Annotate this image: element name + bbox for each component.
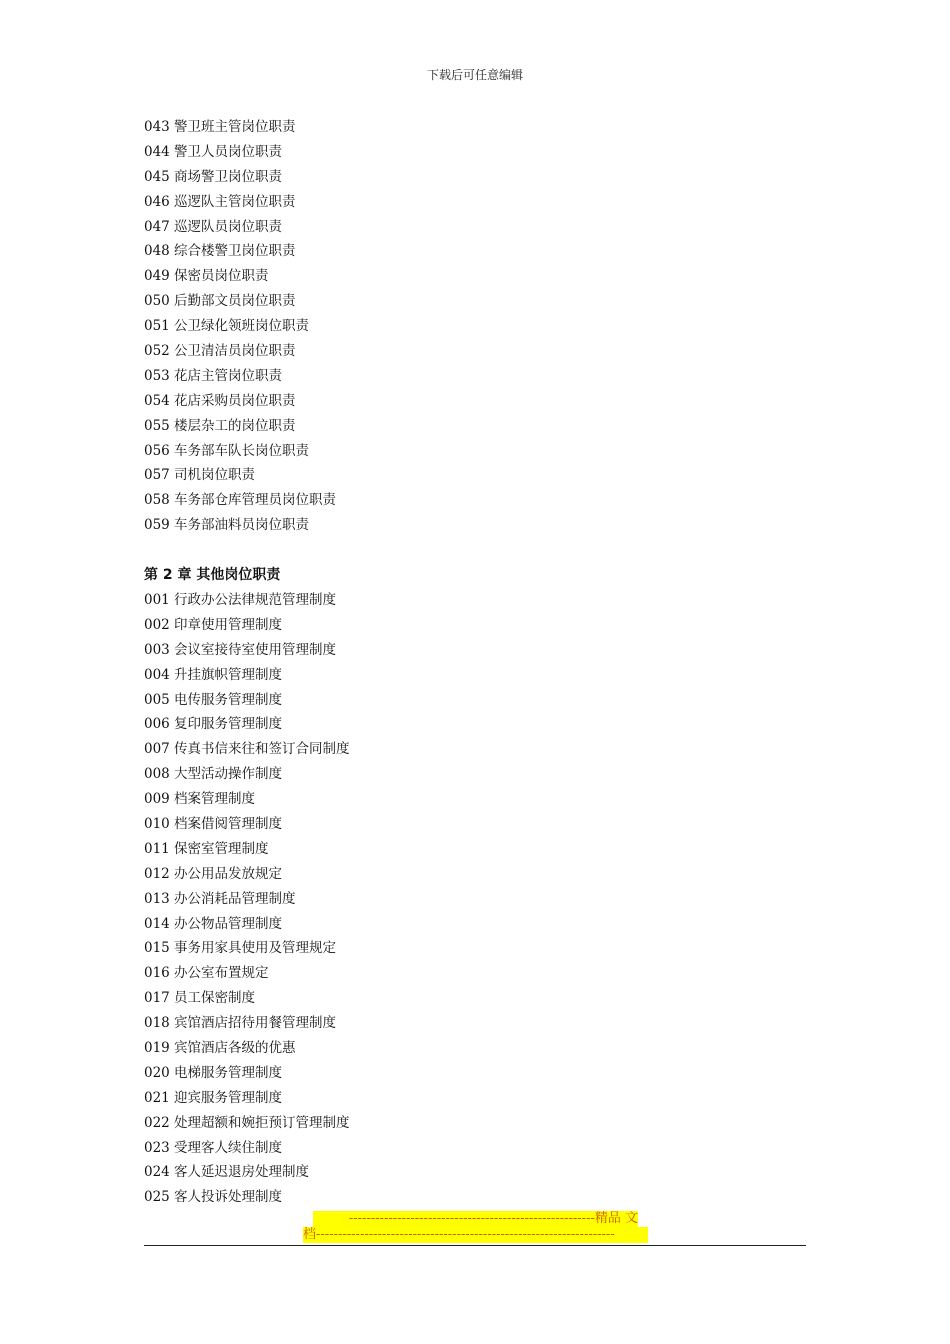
list-item: 024 客人延迟退房处理制度 — [144, 1164, 310, 1181]
duty-list-section-2 — [144, 588, 350, 1210]
footer-rule — [144, 1245, 806, 1246]
list-item: 055 楼层杂工的岗位职责 — [144, 417, 296, 434]
list-item: 019 宾馆酒店各级的优惠 — [144, 1040, 296, 1057]
list-item: 016 办公室布置规定 — [144, 965, 269, 982]
list-item: 023 受理客人续住制度 — [144, 1139, 283, 1156]
duty-list-section-1 — [144, 115, 336, 538]
list-item: 048 综合楼警卫岗位职责 — [144, 243, 296, 260]
list-item: 018 宾馆酒店招待用餐管理制度 — [144, 1015, 337, 1032]
list-item: 022 处理超额和婉拒预订管理制度 — [144, 1114, 350, 1131]
footer-watermark-text: 档 — [303, 1227, 317, 1242]
footer-dashes: -------------------------------------------------------------------- — [316, 1227, 615, 1242]
footer-highlight-line-2 — [303, 1227, 648, 1243]
list-item: 053 花店主管岗位职责 — [144, 367, 283, 384]
footer-watermark-text: 精品 文 — [594, 1211, 638, 1226]
list-item: 054 花店采购员岗位职责 — [144, 392, 296, 409]
list-item: 059 车务部油料员岗位职责 — [144, 517, 310, 534]
list-item: 005 电传服务管理制度 — [144, 691, 283, 708]
footer-highlight-line-1 — [313, 1211, 638, 1227]
list-item: 025 客人投诉处理制度 — [144, 1189, 283, 1206]
list-item: 009 档案管理制度 — [144, 791, 256, 808]
list-item: 046 巡逻队主管岗位职责 — [144, 193, 296, 210]
list-item: 017 员工保密制度 — [144, 990, 256, 1007]
list-item: 044 警卫人员岗位职责 — [144, 143, 283, 160]
list-item: 045 商场警卫岗位职责 — [144, 168, 283, 185]
list-item: 057 司机岗位职责 — [144, 467, 256, 484]
list-item: 043 警卫班主管岗位职责 — [144, 119, 296, 135]
list-item: 010 档案借阅管理制度 — [144, 816, 283, 833]
list-item: 056 车务部车队长岗位职责 — [144, 442, 310, 459]
list-item: 007 传真书信来往和签订合同制度 — [144, 741, 350, 758]
list-item: 014 办公物品管理制度 — [144, 915, 283, 932]
list-item: 011 保密室管理制度 — [144, 840, 269, 857]
list-item: 008 大型活动操作制度 — [144, 766, 283, 783]
list-item: 052 公卫清洁员岗位职责 — [144, 343, 296, 360]
list-item: 003 会议室接待室使用管理制度 — [144, 641, 337, 658]
list-item: 004 升挂旗帜管理制度 — [144, 666, 283, 683]
list-item: 021 迎宾服务管理制度 — [144, 1089, 283, 1106]
list-item: 047 巡逻队员岗位职责 — [144, 218, 283, 235]
list-item: 013 办公消耗品管理制度 — [144, 890, 296, 907]
list-item: 001 行政办公法律规范管理制度 — [144, 592, 337, 608]
footer-dashes: -------------------------------------------------------- — [348, 1211, 595, 1226]
list-item: 020 电梯服务管理制度 — [144, 1064, 283, 1081]
chapter-heading: 第 2 章 其他岗位职责 — [144, 567, 281, 583]
list-item: 015 事务用家具使用及管理规定 — [144, 940, 337, 957]
list-item: 006 复印服务管理制度 — [144, 716, 283, 733]
list-item: 049 保密员岗位职责 — [144, 268, 269, 285]
list-item: 002 印章使用管理制度 — [144, 616, 283, 633]
list-item: 058 车务部仓库管理员岗位职责 — [144, 492, 337, 509]
list-item: 050 后勤部文员岗位职责 — [144, 293, 296, 310]
list-item: 012 办公用品发放规定 — [144, 865, 283, 882]
list-item: 051 公卫绿化领班岗位职责 — [144, 318, 310, 335]
page-header: 下载后可任意编辑 — [426, 68, 523, 82]
